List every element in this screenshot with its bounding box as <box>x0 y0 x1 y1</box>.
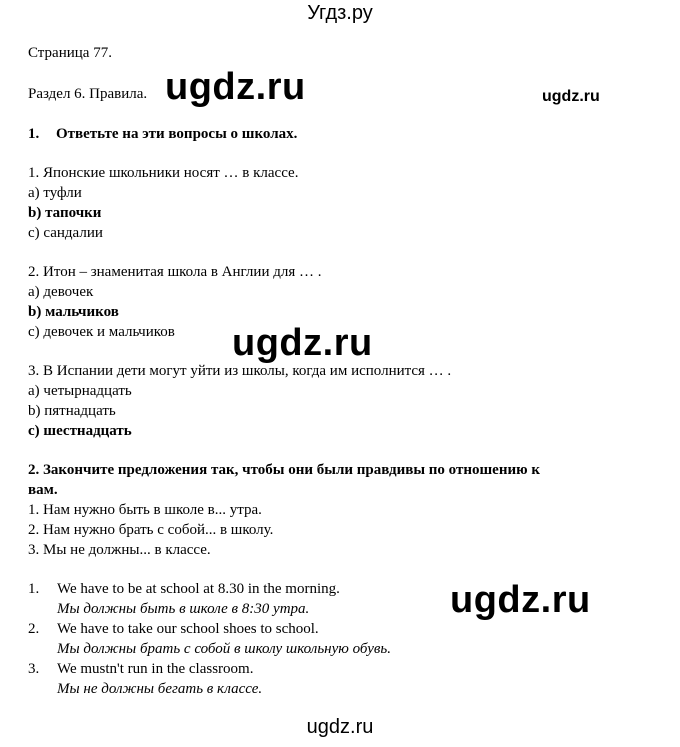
question-3: 3. В Испании дети могут уйти из школы, когда им исполнится … . <box>28 363 452 379</box>
option: c) сандалии <box>28 225 103 241</box>
prompt: 1. Нам нужно быть в школе в... утра. <box>28 502 262 518</box>
section-label: Раздел 6. Правила. <box>28 86 148 102</box>
watermark: ugdz.ru <box>165 66 306 108</box>
question-2: 2. Итон – знаменитая школа в Англии для … . <box>28 264 322 280</box>
option: b) пятнадцать <box>28 403 116 419</box>
answer-english: We have to take our school shoes to school. <box>57 621 319 637</box>
prompt: 2. Нам нужно брать с собой... в школу. <box>28 522 274 538</box>
option: c) девочек и мальчиков <box>28 324 175 340</box>
task2-title: 2. Закончите предложения так, чтобы они были правдивы по отношению к <box>28 462 540 478</box>
question-1: 1. Японские школьники носят … в классе. <box>28 165 299 181</box>
option-correct: b) мальчиков <box>28 304 119 320</box>
footer-link[interactable]: ugdz.ru <box>306 716 374 738</box>
option: a) туфли <box>28 185 82 201</box>
answer-number: 2. <box>28 621 40 637</box>
answer-russian: Мы должны быть в школе в 8:30 утра. <box>57 601 310 617</box>
answer-russian: Мы не должны бегать в классе. <box>57 681 263 697</box>
answer-english: We have to be at school at 8.30 in the morning. <box>57 581 340 597</box>
site-title: Угдз.ру <box>307 2 373 24</box>
task1-title: Ответьте на эти вопросы о школах. <box>56 126 298 142</box>
watermark: ugdz.ru <box>450 579 591 621</box>
answer-number: 1. <box>28 581 40 597</box>
option: a) четырнадцать <box>28 383 132 399</box>
task1-number: 1. <box>28 126 40 142</box>
answer-number: 3. <box>28 661 40 677</box>
option: a) девочек <box>28 284 94 300</box>
page-label: Страница 77. <box>28 45 112 61</box>
prompt: 3. Мы не должны... в классе. <box>28 542 211 558</box>
answer-english: We mustn't run in the classroom. <box>57 661 254 677</box>
task2-title-cont: вам. <box>28 482 58 498</box>
watermark: ugdz.ru <box>232 322 373 364</box>
answer-russian: Мы должны брать с собой в школу школьную обувь. <box>57 641 391 657</box>
watermark: ugdz.ru <box>542 88 600 105</box>
option-correct: b) тапочки <box>28 205 102 221</box>
option-correct: c) шестнадцать <box>28 423 132 439</box>
task1-heading <box>28 125 297 144</box>
